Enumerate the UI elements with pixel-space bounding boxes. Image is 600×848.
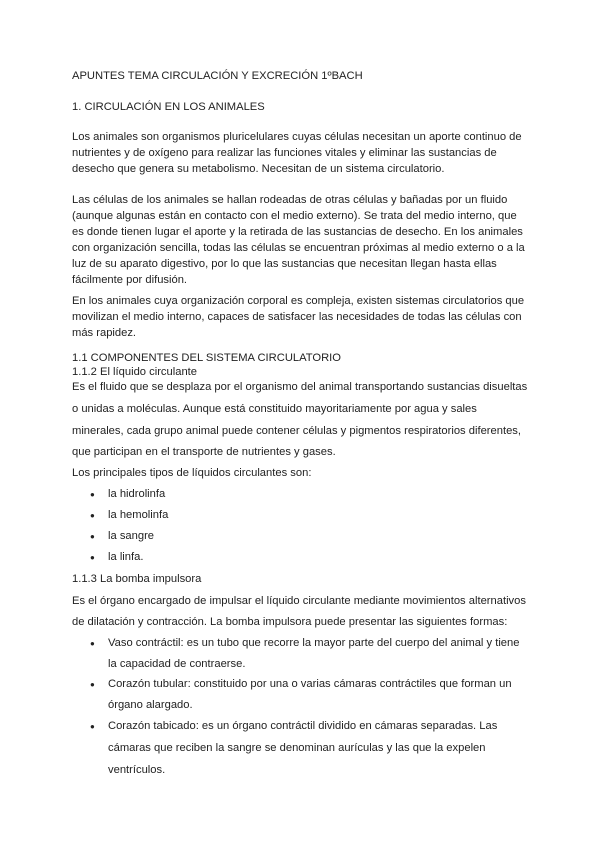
paragraph-line: fácilmente por difusión. (72, 274, 188, 286)
list-item: Corazón tubular: constituido por una o varias cámaras contráctiles que forman un (108, 678, 512, 690)
bullet-icon: ● (90, 680, 95, 689)
paragraph-line: Los animales son organismos pluricelulares cuyas células necesitan un aporte continuo de (72, 131, 522, 143)
bullet-icon: ● (90, 553, 95, 562)
paragraph-line: Es el fluido que se desplaza por el organismo del animal transportando sustancias disueltas (72, 381, 528, 393)
list-item-continuation: órgano alargado. (108, 699, 193, 711)
paragraph-line: es donde tienen lugar el aporte y la retirada de las sustancias de desecho. En los animales (72, 226, 523, 238)
section-1-1-heading: 1.1 COMPONENTES DEL SISTEMA CIRCULATORIO (72, 352, 341, 364)
paragraph-line: minerales, cada grupo animal puede contener células y pigmentos respiratorios diferentes, (72, 425, 521, 437)
list-intro: Los principales tipos de líquidos circulantes son: (72, 467, 312, 479)
bullet-icon: ● (90, 639, 95, 648)
bullet-icon: ● (90, 490, 95, 499)
subsection-1-1-3-heading: 1.1.3 La bomba impulsora (72, 573, 202, 585)
paragraph-line: (aunque algunas están en contacto con el medio externo). Se trata del medio interno, que (72, 210, 517, 222)
paragraph-line: que participan en el transporte de nutrientes y gases. (72, 446, 336, 458)
list-item-continuation: cámaras que reciben la sangre se denominan aurículas y las que la expelen (108, 742, 486, 754)
list-item: la hemolinfa (108, 509, 169, 521)
document-title: APUNTES TEMA CIRCULACIÓN Y EXCRECIÓN 1ºBACH (72, 70, 363, 82)
list-item: la hidrolinfa (108, 488, 166, 500)
list-item: la sangre (108, 530, 155, 542)
list-item-continuation: ventrículos. (108, 764, 166, 776)
paragraph-line: En los animales cuya organización corporal es compleja, existen sistemas circulatorios que (72, 295, 525, 307)
paragraph-line: movilizan el medio interno, capaces de satisfacer las necesidades de todas las células con (72, 311, 522, 323)
list-item: Vaso contráctil: es un tubo que recorre la mayor parte del cuerpo del animal y tiene (108, 637, 520, 649)
paragraph-line: más rapidez. (72, 327, 137, 339)
paragraph-line: con organización sencilla, todas las células se encuentran próximas al medio externo o a la (72, 242, 525, 254)
paragraph-line: luz de su aparato digestivo, por lo que las sustancias que necesitan llegan hasta ellas (72, 258, 497, 270)
bullet-icon: ● (90, 722, 95, 731)
paragraph-line: o unidas a moléculas. Aunque está constituido mayoritariamente por agua y sales (72, 403, 477, 415)
section-1-heading: 1. CIRCULACIÓN EN LOS ANIMALES (72, 101, 265, 113)
list-item-continuation: la capacidad de contraerse. (108, 658, 246, 670)
paragraph-line: Es el órgano encargado de impulsar el líquido circulante mediante movimientos alternativos (72, 595, 526, 607)
list-item: la linfa. (108, 551, 144, 563)
paragraph-line: desecho que genera su metabolismo. Necesitan de un sistema circulatorio. (72, 163, 445, 175)
paragraph-line: Las células de los animales se hallan rodeadas de otras células y bañadas por un fluido (72, 194, 508, 206)
bullet-icon: ● (90, 511, 95, 520)
paragraph-line: nutrientes y de oxígeno para realizar las funciones vitales y eliminar las sustancias de (72, 147, 497, 159)
paragraph-line: de dilatación y contracción. La bomba impulsora puede presentar las siguientes formas: (72, 616, 508, 628)
subsection-1-1-2-heading: 1.1.2 El líquido circulante (72, 366, 198, 378)
bullet-icon: ● (90, 532, 95, 541)
list-item: Corazón tabicado: es un órgano contráctil dividido en cámaras separadas. Las (108, 720, 498, 732)
